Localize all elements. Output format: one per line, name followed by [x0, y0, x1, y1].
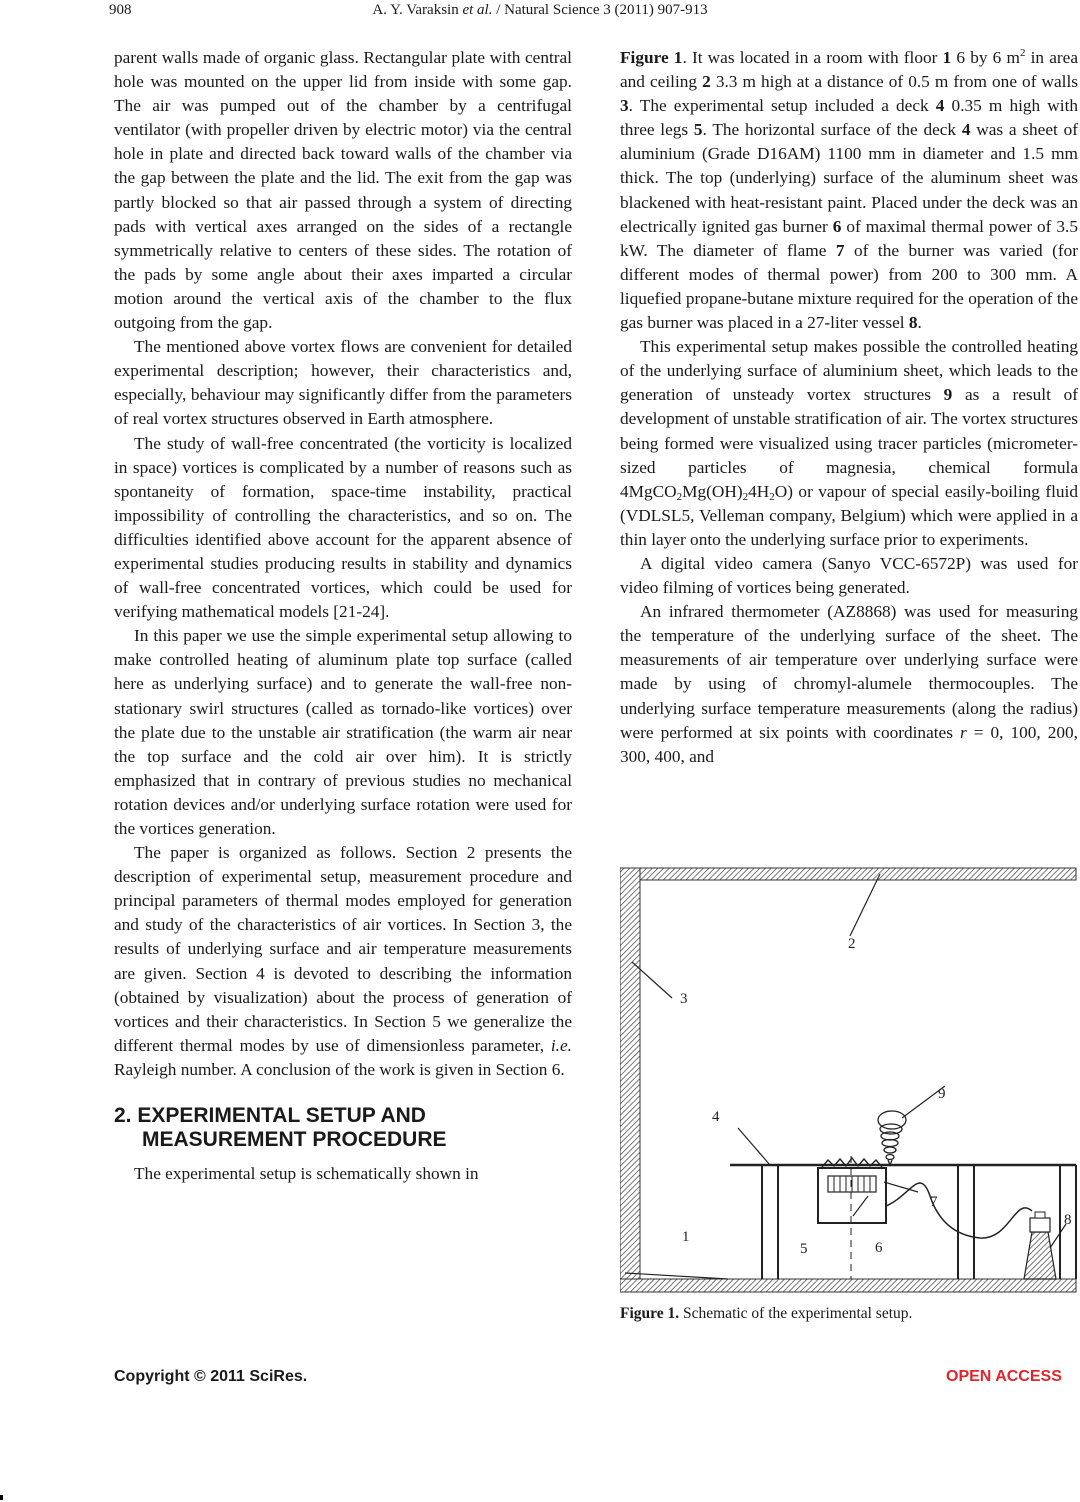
- text-run: of maximal thermal power of 3.5 kW. The diameter of flame: [620, 216, 1078, 260]
- fig-label-6: 6: [875, 1240, 883, 1256]
- paragraph: [114, 841, 572, 1082]
- text-run: of the burner was varied (for different modes of thermal power) from 200 to 300 mm. A liquefied propane-butane mixture required for the operation of the gas burner was placed in a 27-liter vessel: [620, 240, 1079, 333]
- variable-r: r: [959, 722, 967, 742]
- gas-vessel: [1024, 1232, 1056, 1279]
- text-run: . The horizontal surface of the deck: [702, 120, 957, 140]
- subscript: 2: [769, 490, 775, 503]
- paragraph: The study of wall-free concentrated (the vorticity is localized in space) vortices is complicated by a number of reasons such as spontaneity of formation, space-time instability, practical impossibility of controlling the characteristics, and so on. The difficulties identified above account for the apparent absence of experimental studies producing results in stability and dynamics of wall-free concentrated vortices, which could be used for verifying mathematical models [21-24].: [114, 433, 572, 622]
- text-run: 0.35 m high with three legs: [620, 96, 1079, 140]
- ref-num: 2: [702, 72, 711, 92]
- ceiling: [620, 868, 1076, 880]
- left-column: [114, 46, 572, 1186]
- floor: [620, 1279, 1076, 1292]
- fig-label-1: 1: [682, 1229, 690, 1245]
- fig-label-7: 7: [930, 1194, 938, 1210]
- subscript: 2: [676, 490, 683, 503]
- fig-label-3: 3: [680, 991, 688, 1007]
- text-run: 4H: [748, 481, 770, 501]
- text-run: as a result of development of unstable stratification of air. The vortex structures being formed were visualized using tracer particles (micrometer-sized particles of magnesia, chemical formula 4MgCO: [620, 385, 1078, 501]
- paragraph: [620, 600, 1078, 769]
- wall: [620, 868, 640, 1292]
- text-run: . It was located in a room with floor: [682, 48, 938, 67]
- text-run: .: [917, 313, 922, 333]
- page-number: 908: [109, 2, 132, 18]
- section-heading: [114, 1104, 572, 1152]
- caption-text: Schematic of the experimental setup.: [683, 1305, 913, 1322]
- ref-num: 6: [832, 216, 842, 236]
- text-run: Mg(OH): [682, 481, 743, 501]
- ref-num: 7: [835, 240, 845, 260]
- paragraph: [620, 46, 1078, 335]
- authors: A. Y. Varaksin: [372, 2, 459, 18]
- text-run: Rayleigh number. A conclusion of the work is given in Section 6.: [114, 1059, 565, 1079]
- heading-line-2: MEASUREMENT PROCEDURE: [142, 1128, 447, 1152]
- paragraph: The experimental setup is schematically shown in: [134, 1164, 479, 1184]
- ref-num: 4: [935, 96, 945, 116]
- margin-mark: [0, 1495, 3, 1500]
- right-column: [620, 46, 1078, 769]
- ref-num: 3: [620, 96, 629, 116]
- text-run: O) or vapour of special easily-boiling fluid (VDLSL5, Velleman company, Belgium) which were applied in a thin layer onto the underlying surface prior to experiments.: [620, 481, 1078, 549]
- fig-label-4: 4: [712, 1109, 720, 1125]
- paragraph: [620, 335, 1078, 552]
- vessel-valve: [1030, 1218, 1050, 1232]
- text-run: An infrared thermometer (AZ8868) was used for measuring the temperature of the underlying surface of the sheet. The measurements of air temperature over underlying surface were made by using of chromyl-alumele thermocouples. The underlying surface temperature measurements (along the radius) were performed at six points with coordinates: [620, 602, 1078, 742]
- fig-label-9: 9: [938, 1086, 946, 1102]
- copyright: Copyright © 2011 SciRes.: [114, 1368, 308, 1385]
- text-run: was a sheet of aluminium (Grade D16AM) 1100 mm in diameter and 1.5 mm thick. The top (underlying) surface of the aluminum sheet was blackened with heat-resistant paint. Placed under the deck was an electrically ignited gas burner: [620, 120, 1078, 236]
- paragraph: A digital video camera (Sanyo VCC-6572P) was used for video filming of vortices being generated.: [620, 553, 1078, 598]
- paragraph: In this paper we use the simple experimental setup allowing to make controlled heating of aluminum plate top surface (called here as underlying surface) and to generate the wall-free non-stationary swirl structures (called as tornado-like vortices) over the plate due to the unstable air stratification (the warm air near the top surface and the cold air over him). It is strictly emphasized that in contrary of previous studies no mechanical rotation devices and/or underlying surface rotation were used for the vortices generation.: [114, 626, 572, 838]
- ref-num: 8: [908, 313, 918, 333]
- subscript: 2: [742, 490, 749, 503]
- text-run: This experimental setup makes possible the controlled heating of the underlying surface of aluminium sheet, which leads to the generation of unsteady vortex structures: [620, 337, 1078, 405]
- schematic-svg: [620, 866, 1080, 1296]
- superscript: 2: [1019, 47, 1026, 59]
- et-al: et al.: [462, 2, 493, 18]
- figure-ref[interactable]: Figure 1: [620, 48, 683, 67]
- fig-label-8: 8: [1064, 1212, 1072, 1228]
- text-run: in area and ceiling: [620, 48, 1079, 92]
- ref-num: 1: [942, 48, 952, 67]
- fig-label-2: 2: [848, 936, 856, 952]
- ref-num: 4: [961, 120, 971, 140]
- figure-caption: [620, 1305, 912, 1323]
- paragraph: The mentioned above vortex flows are convenient for detailed experimental description; however, their characteristics and, especially, behaviour may significantly differ from the parameters of real vortex structures observed in Earth atmosphere.: [114, 337, 572, 429]
- open-access-badge[interactable]: OPEN ACCESS: [946, 1368, 1062, 1385]
- paragraph: parent walls made of organic glass. Rectangular plate with central hole was mounted on the upper lid from inside with some gap. The air was pumped out of the chamber by a centrifugal ventilator (with propeller driven by electric motor) via the central hole in plate and directed back toward walls of the chamber via the gap between the plate and the lid. The exit from the gap was partly blocked so that air passed through a system of directing pads with vertical axes arranged on the sides of a rectangle symmetrically relative to centers of these sides. The rotation of the pads by some angle about their axes imparted a circular motion around the vertical axis of the chamber to the flux outgoing from the gap.: [114, 48, 572, 333]
- text-run: The paper is organized as follows. Section 2 presents the description of experimental setup, measurement procedure and principal parameters of thermal modes employed for generation and study of the characteristics of air vortices. In Section 3, the results of underlying surface and air temperature measurements are given. Section 4 is devoted to describing the information (obtained by visualization) about the process of generation of vortices and their characteristics. In Section 5 we generalize the different thermal modes by use of dimensionless parameter,: [114, 843, 572, 1055]
- text-run: . The experimental setup included a deck: [628, 96, 929, 116]
- vortex: [878, 1111, 906, 1165]
- page-header: [0, 0, 1080, 26]
- caption-label: Figure 1.: [620, 1305, 680, 1322]
- ie-italic: i.e.: [550, 1035, 572, 1055]
- ref-num: 9: [943, 385, 953, 405]
- text-run: 6 by 6 m: [956, 48, 1020, 67]
- text-run: 3.3 m high at a distance of 0.5 m from one of walls: [715, 72, 1078, 92]
- fig-label-5: 5: [800, 1241, 808, 1257]
- figure-1-schematic: [620, 866, 1080, 1296]
- heading-line-1: 2. EXPERIMENTAL SETUP AND: [114, 1104, 426, 1128]
- ref-num: 5: [693, 120, 703, 140]
- text-run: = 0, 100, 200, 300, 400, and: [620, 722, 1079, 766]
- running-head: [0, 2, 1080, 19]
- vessel-valve-knob: [1035, 1212, 1045, 1218]
- journal-citation: / Natural Science 3 (2011) 907-913: [496, 2, 708, 18]
